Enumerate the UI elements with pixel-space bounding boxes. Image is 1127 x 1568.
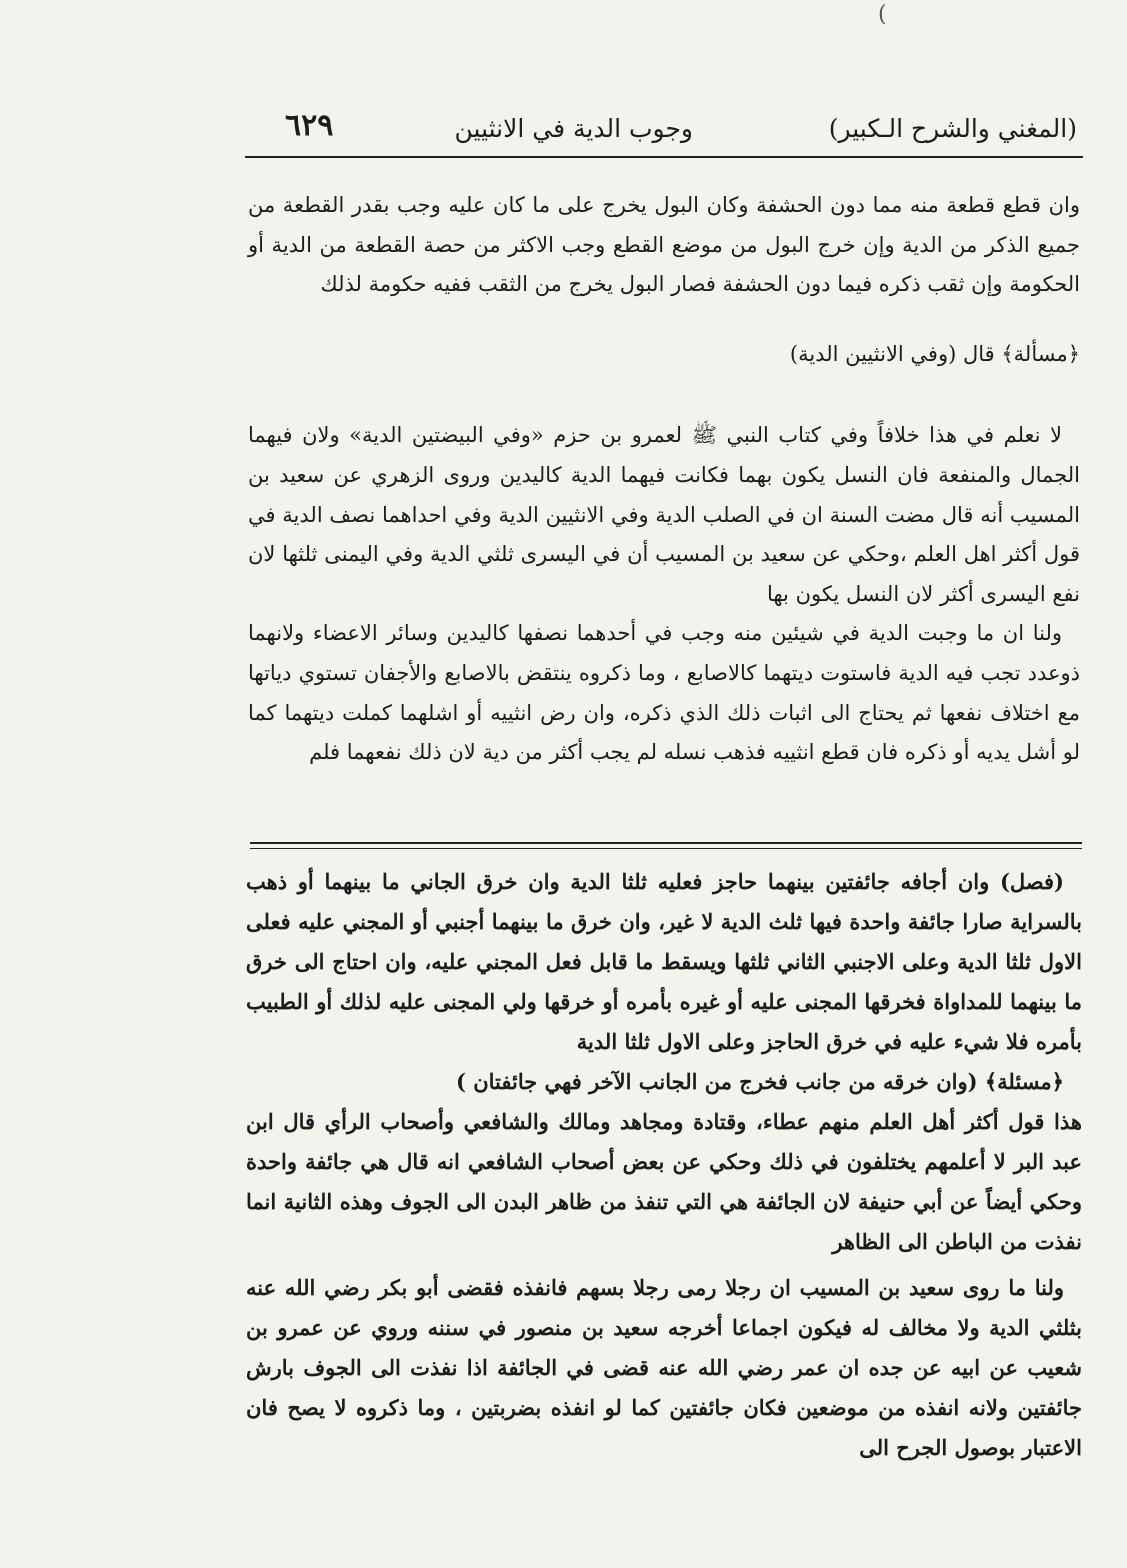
main-paragraph-2: لا نعلم في هذا خلافاً وفي كتاب النبي ﷺ لعمرو بن حزم «وفي البيضتين الدية» ولان فيهما الجمال والمنفعة فان النسل يكون بهما فكانت فيهما الدية كاليدين وروى الزهري عن سعيد بن المسيب أنه قال مضت السنة ان في الصلب الدية وفي الانثيين الدية وفي احداهما نصف الدية في قول أكثر اهل العلم ،وحكي عن سعيد بن المسيب أن في اليسرى ثلثي الدية وفي اليمنى ثلثها لان نفع اليسرى أكثر لان النسل يكون بها bbox=[248, 423, 1080, 606]
page-header bbox=[245, 108, 1083, 158]
masala2-heading: ﴿مسئلة﴾ (وان خرقه من جانب فخرج من الجانب الآخر فهي جائفتان ) bbox=[455, 1069, 1064, 1094]
section-divider bbox=[250, 842, 1082, 849]
commentary-paragraph-b: ولنا ما روى سعيد بن المسيب ان رجلا رمى رجلا بسهم فانفذه فقضى أبو بكر رضي الله عنه بثلثي الدية ولا مخالف له فيكون اجماعا أخرجه سعيد بن منصور في سننه وروي عن عمرو بن شعيب عن ابيه عن جده ان عمر رضي الله عنه قضى في الجائفة اذا نفذت الى الجوف بارش جائفتين ولانه انفذه من موضعين فكان جائفتين كما لو انفذه بضربتين ، وما ذكروه لا يصح فان الاعتبار بوصول الجرح الى bbox=[246, 1275, 1082, 1460]
main-paragraph-1: وان قطع قطعة منه مما دون الحشفة وكان البول يخرج على ما كان عليه وجب بقدر القطعة من جميع الذكر من الدية وإن خرج البول من موضع القطع وجب الاكثر من حصة القطعة من الدية أو الحكومة وإن ثقب ذكره فيما دون الحشفة فصار البول يخرج من الثقب ففيه حكومة لذلك bbox=[248, 193, 1080, 297]
page-number: ٦٢٩ bbox=[285, 108, 334, 143]
chapter-title: وجوب الدية في الانثيين bbox=[454, 114, 693, 143]
fasl-paragraph: (فصل) وان أجافه جائفتين بينهما حاجز فعليه ثلثا الدية وان خرق الجاني ما بينهما أو ذهب بالسراية صارا جائفة واحدة فيها ثلث الدية لا غير، وان خرق ما بينهما أجنبي أو المجني عليه فعلى الاول ثلثا الدية وعلى الاجنبي الثاني ثلثها ويسقط ما قابل فعل المجني عليه، وان احتاج الى خرق ما بينهما للمداواة فخرقها المجنى عليه أو غيره بأمره أو خرقها ولي المجنى عليه لذلك أو الطبيب بأمره فلا شيء عليه في خرق الحاجز وعلى الاول ثلثا الدية bbox=[246, 869, 1082, 1054]
main-text bbox=[248, 186, 1080, 773]
commentary-paragraph-a: هذا قول أكثر أهل العلم منهم عطاء، وقتادة ومجاهد ومالك والشافعي وأصحاب الرأي قال ابن عبد البر لا أعلمهم يختلفون في ذلك وحكي عن بعض أصحاب الشافعي انه قال هي جائفة واحدة وحكي أيضاً عن أبي حنيفة لان الجائفة هي التي تنفذ من ظاهر البدن الى الجوف وهذه الثانية انما نفذت من الباطن الى الظاهر bbox=[246, 1109, 1082, 1254]
corner-mark: ( bbox=[878, 2, 887, 27]
main-paragraph-3: ولنا ان ما وجبت الدية في شيئين منه وجب في أحدهما نصفها كاليدين وسائر الاعضاء ولانهما ذوعدد تجب فيه الدية فاستوت ديتهما كالاصابع ، وما ذكروه ينتقض بالاصابع والأجفان تستوي دياتها مع اختلاف نفعها ثم يحتاج الى اثبات ذلك الذي ذكره، وان رض انثييه أو اشلهما كملت ديتهما كما لو أشل يديه أو ذكره فان قطع انثييه فذهب نسله لم يجب أكثر من دية لان ذلك نفعهما فلم bbox=[248, 621, 1080, 765]
commentary-text bbox=[246, 862, 1082, 1468]
masala-heading: ﴿مسألة﴾ قال (وفي الانثيين الدية) bbox=[789, 341, 1080, 366]
book-title: (المغني والشرح الـكبير) bbox=[828, 114, 1077, 143]
